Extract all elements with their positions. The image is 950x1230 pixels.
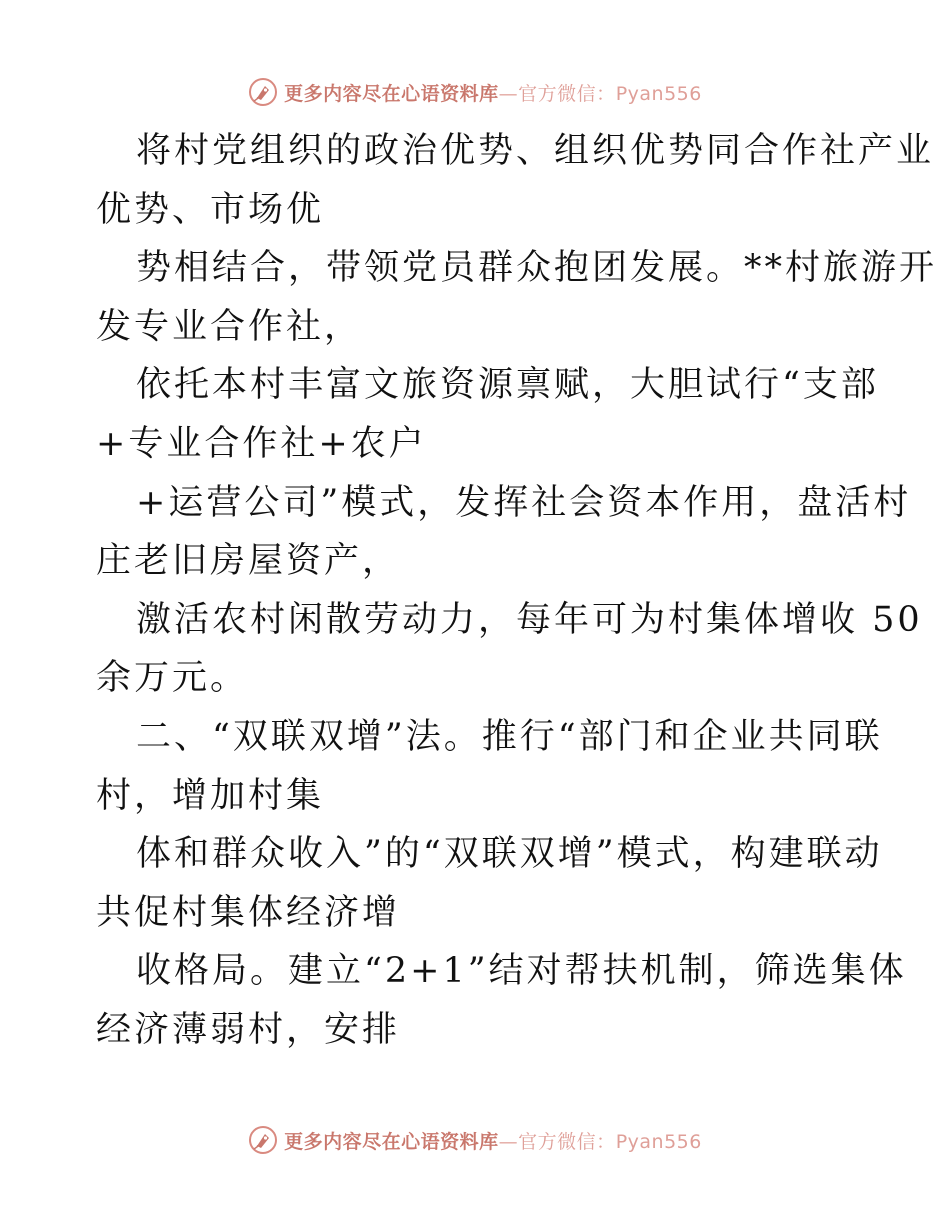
paragraph-line: 优势、市场优 [96,189,325,230]
paragraph-line: 余万元。 [96,658,249,699]
header-watermark [0,72,950,112]
watermark-wechat-id: Pyan556 [615,1130,702,1153]
watermark-wechat-label: 官方微信： [518,82,616,105]
paragraph-line: +专业合作社+农户 [96,423,427,464]
watermark-brand: 更多内容尽在心语资料库 [284,1130,499,1153]
paragraph-line: +运营公司”模式，发挥社会资本作用，盘活村 [136,482,912,523]
paragraph-line: 发专业合作社， [96,306,363,347]
watermark-wechat-id: Pyan556 [615,82,702,105]
paragraph-line: 依托本村丰富文旅资源禀赋，大胆试行“支部 [136,365,879,406]
watermark-brand: 更多内容尽在心语资料库 [284,82,499,105]
paragraph-line: 势相结合，带领党员群众抱团发展。**村旅游开 [136,248,938,289]
paragraph-line: 将村党组织的政治优势、组织优势同合作社产业 [136,131,935,171]
paragraph-line: 二、“双联双增”法。推行“部门和企业共同联 [136,716,883,757]
paragraph-line: 村，增加村集 [96,775,325,816]
paragraph-line: 激活农村闲散劳动力，每年可为村集体增收 50 [136,599,923,640]
watermark-text [284,79,702,106]
paragraph-line: 收格局。建立“2+1”结对帮扶机制，筛选集体 [136,951,907,992]
paragraph-line: 庄老旧房屋资产， [96,541,401,582]
footer-watermark [0,1120,950,1160]
watermark-separator: — [498,82,519,105]
paragraph-line: 体和群众收入”的“双联双增”模式，构建联动 [136,834,883,875]
watermark-separator: — [498,1130,519,1153]
paragraph-line: 共促村集体经济增 [96,892,401,933]
pen-nib-logo-icon [248,77,278,107]
watermark-text [284,1127,702,1154]
pen-nib-logo-icon [248,1125,278,1155]
document-body [96,122,938,1060]
watermark-wechat-label: 官方微信： [518,1130,616,1153]
paragraph-line: 经济薄弱村，安排 [96,1009,401,1050]
